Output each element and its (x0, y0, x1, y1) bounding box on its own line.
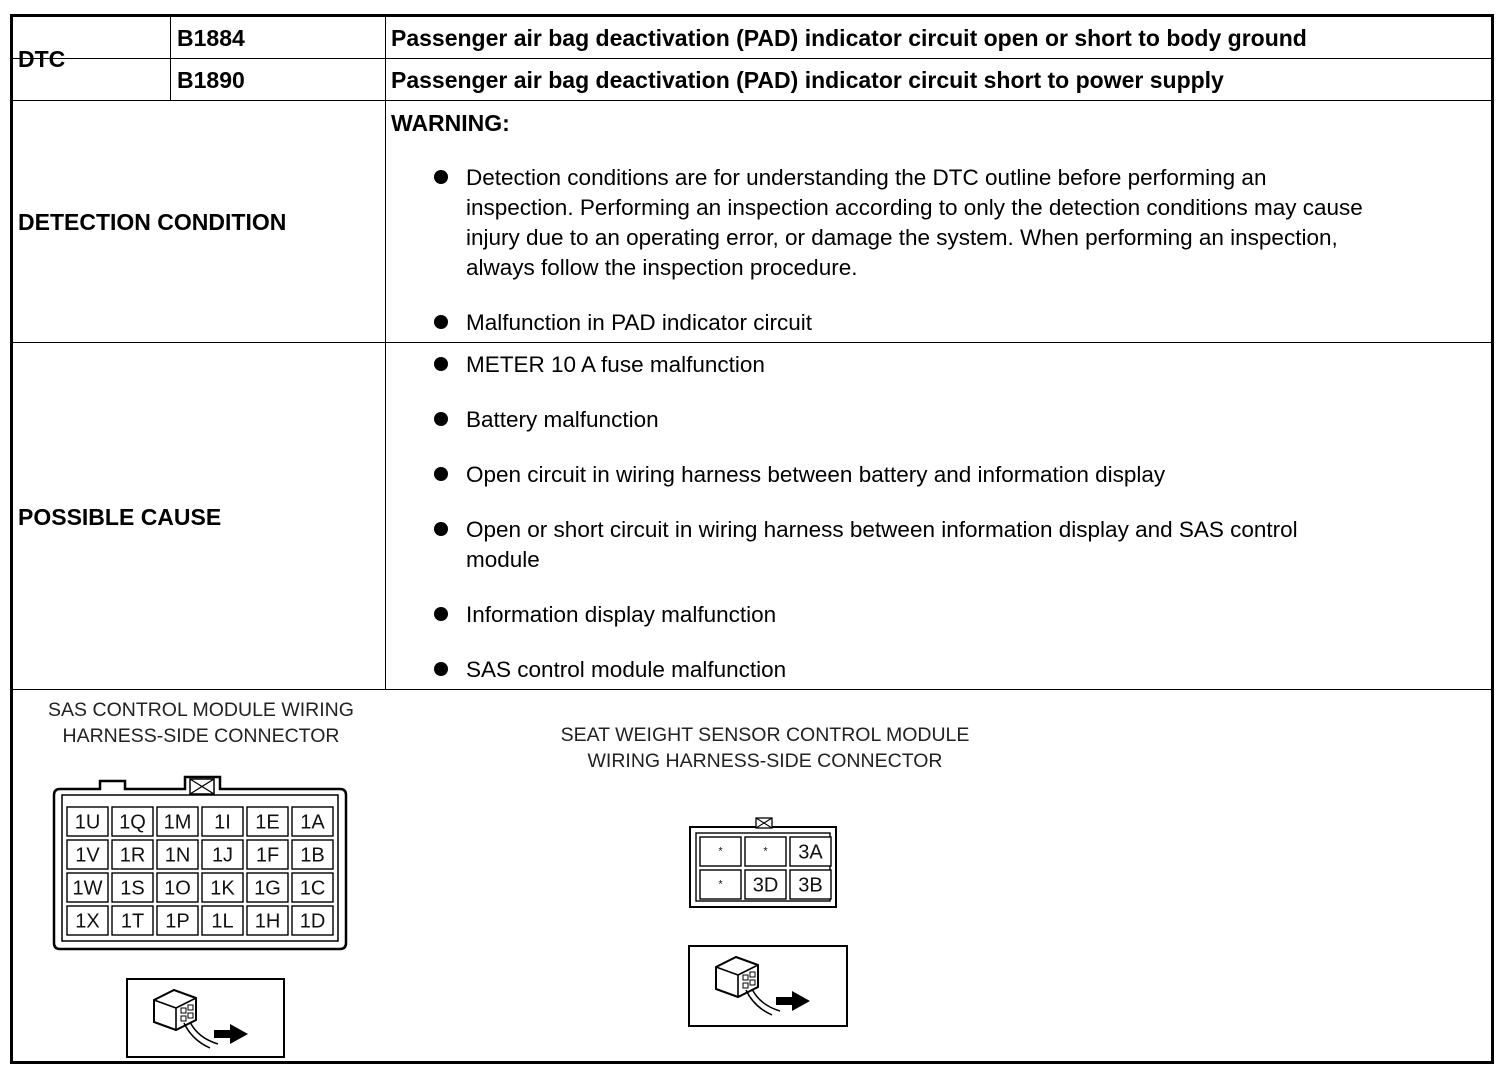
sws-view-icon (688, 945, 850, 1029)
sas-pin-label: 1Q (119, 811, 146, 834)
sas-connector-diagram (50, 775, 350, 953)
sas-pin-label: 1U (74, 811, 101, 834)
detection-text: Detection conditions are for understanding the DTC outline before performing an (466, 165, 1267, 190)
sas-pin-label: 1O (164, 877, 191, 900)
col-divider (385, 16, 386, 689)
row-divider (12, 342, 1494, 343)
bullet-icon (434, 412, 448, 426)
bullet-icon (434, 315, 448, 329)
detection-text: injury due to an operating error, or damage the system. When performing an inspection, (466, 225, 1338, 250)
cause-text: module (466, 547, 540, 572)
sas-connector-title (20, 697, 382, 749)
cause-text: Battery malfunction (466, 407, 659, 432)
sas-pin-label: 1I (214, 811, 231, 834)
cause-text: Open or short circuit in wiring harness between information display and SAS control (466, 517, 1298, 542)
sas-view-icon (126, 978, 286, 1060)
sas-pin-label: 1C (299, 877, 326, 900)
bullet-icon (434, 467, 448, 481)
dtc-description: Passenger air bag deactivation (PAD) indicator circuit open or short to body ground (391, 25, 1307, 51)
sas-pin-label: 1T (120, 910, 145, 933)
sas-pin-label: 1D (299, 910, 326, 933)
warning-label: WARNING: (391, 110, 510, 136)
row-divider (12, 100, 1494, 101)
detection-text: always follow the inspection procedure. (466, 255, 858, 280)
row-divider (12, 689, 1494, 690)
sas-pin-label: 1N (164, 844, 191, 867)
col-divider (170, 16, 171, 100)
sas-pin-label: 1R (119, 844, 146, 867)
sas-pin-label: 1X (75, 910, 100, 933)
sws-pin-label: 3A (798, 841, 823, 864)
cause-text: SAS control module malfunction (466, 657, 787, 682)
sas-pin-label: 1L (211, 910, 234, 933)
sws-connector-diagram (688, 815, 840, 911)
dtc-code: B1890 (177, 67, 245, 93)
bullet-icon (434, 522, 448, 536)
bullet-icon (434, 357, 448, 371)
dtc-code: B1884 (177, 25, 245, 51)
sas-pin-label: 1B (300, 844, 325, 867)
sws-connector-title-line: SEAT WEIGHT SENSOR CONTROL MODULE (560, 724, 970, 746)
sws-pin-label: 3B (798, 874, 823, 897)
sas-pin-label: 1V (75, 844, 100, 867)
bullet-icon (434, 662, 448, 676)
sas-pin-label: 1G (254, 877, 281, 900)
sas-pin-label: 1E (255, 811, 280, 834)
sws-connector-title-line: WIRING HARNESS-SIDE CONNECTOR (587, 750, 943, 772)
sas-pin-label: 1K (210, 877, 235, 900)
sas-pin-label: 1A (300, 811, 325, 834)
cause-text: Open circuit in wiring harness between battery and information display (466, 462, 1166, 487)
cause-text: Information display malfunction (466, 602, 777, 627)
detection-condition-header: DETECTION CONDITION (18, 209, 287, 235)
sws-connector-title (520, 722, 1010, 774)
sws-pin-label: * (718, 845, 723, 858)
sas-pin-label: 1S (120, 877, 145, 900)
sas-pin-label: 1H (254, 910, 281, 933)
sas-pin-label: 1P (165, 910, 190, 933)
detection-text: Malfunction in PAD indicator circuit (466, 310, 812, 335)
bullet-icon (434, 170, 448, 184)
sas-connector-title-line: HARNESS-SIDE CONNECTOR (62, 725, 340, 747)
sas-pin-label: 1W (72, 877, 103, 900)
sas-connector-title-line: SAS CONTROL MODULE WIRING (48, 699, 354, 721)
sas-pin-label: 1J (211, 844, 234, 867)
sas-pin-label: 1F (255, 844, 280, 867)
dtc-header: DTC (18, 46, 66, 72)
sws-pin-label: * (718, 878, 723, 891)
bullet-icon (434, 607, 448, 621)
possible-cause-header: POSSIBLE CAUSE (18, 504, 222, 530)
row-divider (12, 58, 1494, 59)
cause-text: METER 10 A fuse malfunction (466, 352, 765, 377)
detection-text: inspection. Performing an inspection according to only the detection conditions may cause (466, 195, 1363, 220)
sws-pin-label: 3D (752, 874, 779, 897)
sws-pin-label: * (763, 845, 768, 858)
sas-pin-label: 1M (163, 811, 192, 834)
dtc-description: Passenger air bag deactivation (PAD) indicator circuit short to power supply (391, 67, 1224, 93)
